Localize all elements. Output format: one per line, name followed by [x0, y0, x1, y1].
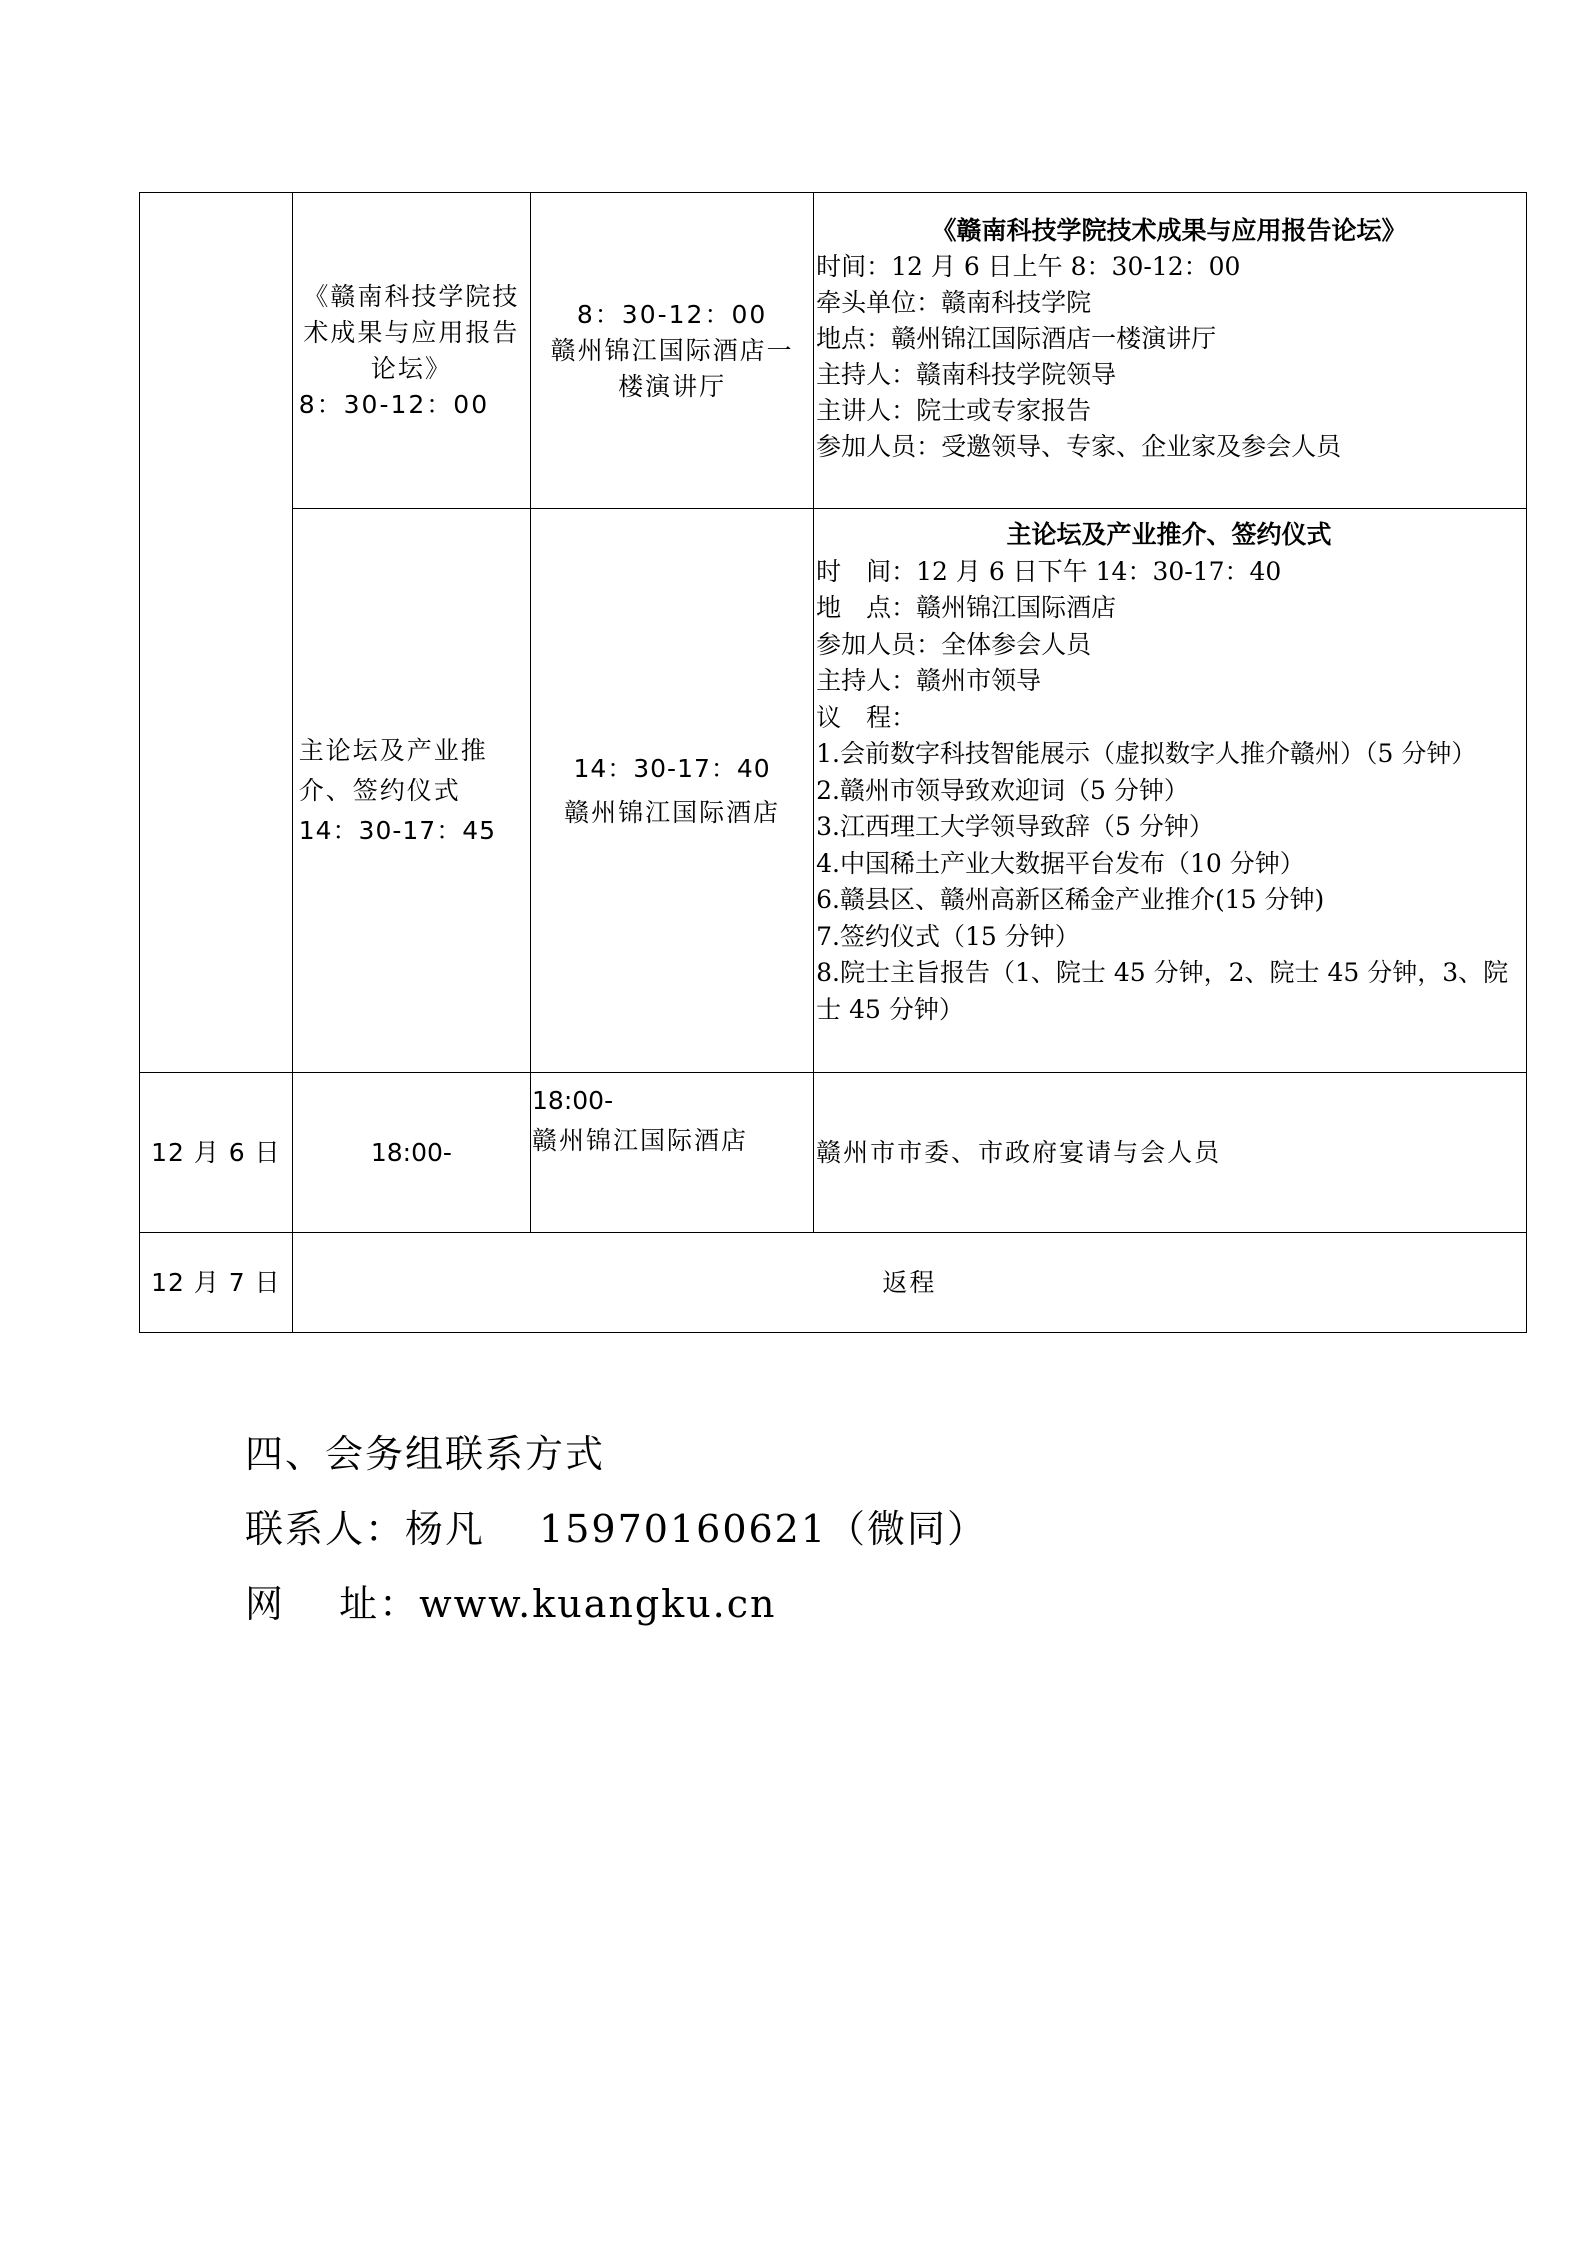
table-row — [140, 1233, 1527, 1333]
section-heading: 四、会务组联系方式 — [245, 1432, 606, 1476]
session-line: 主论坛及产业推 — [298, 735, 488, 765]
detail-line: 8.院士主旨报告（1、院士 45 分钟，2、院士 45 分钟，3、院士 45 分钟） — [816, 958, 1509, 1024]
session-line: 《赣南科技学院技 — [303, 281, 520, 311]
detail-line: 7.签约仪式（15 分钟） — [816, 921, 1080, 951]
detail-cell — [814, 1073, 1527, 1233]
date-cell — [140, 193, 293, 1073]
schedule-table — [139, 192, 1527, 1333]
time-text: 14：30-17：40 — [573, 753, 771, 783]
detail-line: 主讲人：院士或专家报告 — [816, 396, 1092, 425]
detail-cell — [814, 193, 1527, 509]
website-line: 网 址：www.kuangku.cn — [245, 1582, 777, 1626]
detail-line: 地 点：赣州锦江国际酒店 — [816, 593, 1117, 622]
detail-line: 主持人：赣南科技学院领导 — [816, 360, 1117, 389]
session-line: 论坛》 — [370, 353, 452, 383]
detail-line: 主持人：赣州市领导 — [816, 666, 1042, 695]
table-row — [140, 509, 1527, 1073]
session-line: 术成果与应用报告 — [303, 317, 520, 347]
session-cell — [292, 193, 530, 509]
place-line: 赣州锦江国际酒店 — [532, 1126, 749, 1155]
place-line: 赣州锦江国际酒店一 — [550, 335, 794, 365]
session-time: 14：30-17：45 — [298, 815, 497, 845]
session-line: 介、签约仪式 — [298, 775, 461, 805]
date-cell — [140, 1073, 293, 1233]
detail-title: 《赣南科技学院技术成果与应用报告论坛》 — [931, 216, 1407, 245]
detail-line: 6.赣县区、赣州高新区稀金产业推介(15 分钟) — [816, 885, 1325, 914]
detail-line: 2.赣州市领导致欢迎词（5 分钟） — [816, 775, 1189, 805]
session-cell — [292, 1073, 530, 1233]
detail-cell — [814, 509, 1527, 1073]
place-line: 楼演讲厅 — [618, 371, 727, 401]
detail-line: 4.中国稀土产业大数据平台发布（10 分钟） — [816, 848, 1305, 878]
date-cell — [140, 1233, 293, 1333]
table-row — [140, 193, 1527, 509]
time-text: 8：30-12：00 — [576, 299, 768, 329]
detail-line: 时间：12 月 6 日上午 8：30-12：00 — [816, 252, 1241, 281]
time-place-cell — [531, 509, 814, 1073]
detail-line: 赣州市市委、市政府宴请与会人员 — [816, 1137, 1222, 1167]
detail-line: 时 间：12 月 6 日下午 14：30-17：40 — [816, 556, 1282, 586]
session-time: 18:00- — [370, 1138, 452, 1167]
detail-line: 议 程： — [816, 702, 917, 732]
date-text: 12 月 6 日 — [151, 1137, 281, 1167]
detail-line: 地点：赣州锦江国际酒店一楼演讲厅 — [816, 324, 1217, 353]
place-line: 赣州锦江国际酒店 — [564, 797, 781, 827]
detail-title: 主论坛及产业推介、签约仪式 — [1006, 520, 1332, 549]
session-time: 8：30-12：00 — [298, 389, 490, 419]
detail-line: 3.江西理工大学领导致辞（5 分钟） — [816, 812, 1214, 841]
detail-line: 参加人员：全体参会人员 — [816, 629, 1092, 659]
table-row — [140, 1073, 1527, 1233]
detail-line: 1.会前数字科技智能展示（虚拟数字人推介赣州）（5 分钟） — [816, 739, 1477, 768]
date-text: 12 月 7 日 — [151, 1267, 281, 1297]
contact-line: 联系人：杨凡 15970160621（微同） — [245, 1507, 988, 1551]
session-cell — [292, 509, 530, 1073]
time-text: 18:00- — [532, 1086, 614, 1115]
return-text: 返程 — [882, 1267, 937, 1297]
merged-cell — [292, 1233, 1526, 1333]
time-place-cell — [531, 193, 814, 509]
time-place-cell — [531, 1073, 814, 1233]
detail-line: 牵头单位：赣南科技学院 — [816, 288, 1092, 317]
detail-line: 参加人员：受邀领导、专家、企业家及参会人员 — [816, 432, 1342, 461]
